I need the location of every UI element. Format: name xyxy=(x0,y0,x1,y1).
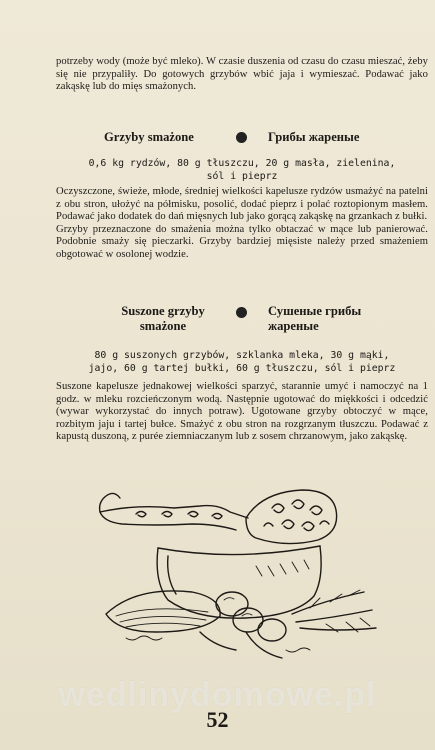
recipe2-method xyxy=(56,381,428,444)
recipe2-title-ru: Сушеные грибы жареные xyxy=(268,304,362,333)
recipe1-heading xyxy=(56,130,428,146)
recipe1-method xyxy=(56,186,428,262)
recipe1-title-ru: Грибы жареные xyxy=(268,130,360,144)
watermark: wedlinydomowe.pl xyxy=(58,676,377,714)
recipe1-paragraph-2: Grzyby przeznaczone do smażenia można tylko obtaczać w mące lub panierować. Podobnie smaży się pieczarki. Grzyby bardziej mięsiste należy przed smażeniem obgotować w osolonej wodzie. xyxy=(56,223,428,260)
recipe2-ingredients: 80 g suszonych grzybów, szklanka mleka, 30 g mąki, jajo, 60 g tartej bułki, 60 g tłuszczu, sól i pieprz xyxy=(88,350,396,374)
bullet-icon xyxy=(236,132,247,143)
bullet-icon xyxy=(236,307,247,318)
page-number: 52 xyxy=(206,707,229,732)
recipe1-ingredients: 0,6 kg rydzów, 80 g tłuszczu, 20 g masła, zielenina, sól i pieprz xyxy=(88,158,396,182)
recipe2-paragraph: Suszone kapelusze jednakowej wielkości sparzyć, starannie umyć i namoczyć na 1 godz. w mleku rozcieńczonym wodą. Następnie ugotować do miękkości i odcedzić (wywar wykorzystać do innych potraw). Ugotowane grzyby obtoczyć w mące, rozbitym jaju i tartej bułce. Smażyć z obu stron na rozgrzanym tłuszczu. Podawać z kapustą duszoną, z purée ziemniaczanym lub z sosem chrzanowym, jako zakąskę. xyxy=(56,381,428,443)
mushroom-spoon-illustration xyxy=(96,482,386,672)
intro-paragraph: potrzeby wody (może być mleko). W czasie duszenia od czasu do czasu mieszać, żeby się nie przypaliły. Do gotowych grzybów wbić jaja i wymieszać. Podawać jako zakąskę lub do mięs smażonych. xyxy=(56,56,428,93)
recipe2-heading xyxy=(56,304,428,336)
recipe1-paragraph-1: Oczyszczone, świeże, młode, średniej wielkości kapelusze rydzów usmażyć na patelni z obu stron, ułożyć na półmisku, posolić, dodać pieprz i polać roztopionym masłem. Podawać jako dodatek do dań mięsnych lub jako gorącą zakąskę na grzankach z bułki. xyxy=(56,186,428,223)
recipe2-title-pl: Suszone grzyby smażone xyxy=(121,304,205,333)
recipe1-title-pl: Grzyby smażone xyxy=(104,130,194,144)
